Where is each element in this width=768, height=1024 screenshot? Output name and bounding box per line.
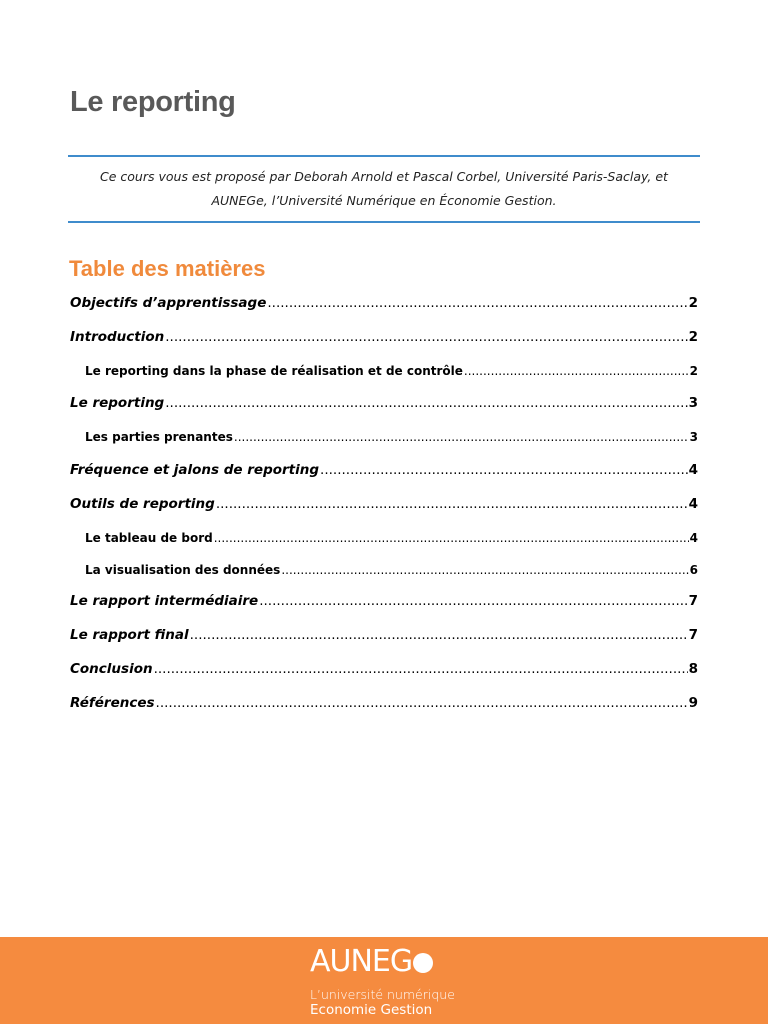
toc-entry-page: 6 <box>689 563 698 577</box>
toc-heading: Table des matières <box>69 256 266 281</box>
toc-entry-page: 3 <box>689 430 698 444</box>
toc-dot-leader <box>156 695 688 711</box>
aunege-logo <box>310 945 460 1021</box>
toc-entry-frequence[interactable] <box>70 462 698 484</box>
toc-entry-page: 7 <box>688 627 698 643</box>
logo-wordmark <box>310 945 433 979</box>
toc-entry-page: 4 <box>689 531 698 545</box>
toc-entry-label: Le tableau de bord <box>85 531 213 545</box>
toc-entry-page: 7 <box>688 593 698 609</box>
toc-dot-leader <box>320 462 688 478</box>
toc-entry-parties-prenantes[interactable] <box>70 430 698 452</box>
toc-dot-leader <box>464 364 689 378</box>
toc-entry-page: 8 <box>688 661 698 677</box>
toc-entry-label: Outils de reporting <box>70 496 215 512</box>
toc-entry-visualisation[interactable] <box>70 563 698 585</box>
toc-entry-tableau-de-bord[interactable] <box>70 531 698 553</box>
toc-entry-label: Le rapport intermédiaire <box>70 593 259 609</box>
toc-entry-le-reporting[interactable] <box>70 395 698 417</box>
toc-entry-conclusion[interactable] <box>70 661 698 683</box>
toc-dot-leader <box>216 496 688 512</box>
toc-entry-page: 2 <box>688 329 698 345</box>
toc-entry-label: La visualisation des données <box>85 563 281 577</box>
toc-dot-leader <box>165 395 687 411</box>
toc-entry-references[interactable] <box>70 695 698 717</box>
toc-entry-page: 4 <box>688 496 698 512</box>
toc-entry-page: 9 <box>688 695 698 711</box>
toc-entry-page: 2 <box>688 295 698 311</box>
toc-dot-leader <box>234 430 689 444</box>
toc-dot-leader <box>281 563 688 577</box>
toc-entry-label: Conclusion <box>70 661 153 677</box>
toc-dot-leader <box>259 593 687 609</box>
toc-entry-rapport-intermediaire[interactable] <box>70 593 698 615</box>
toc-entry-label: Références <box>70 695 155 711</box>
toc-entry-label: Objectifs d’apprentissage <box>70 295 267 311</box>
toc-dot-leader <box>267 295 687 311</box>
toc-entry-reporting-phase[interactable] <box>70 364 698 386</box>
course-credit-box <box>68 155 700 223</box>
logo-tagline-line1: L’université numérique <box>310 987 455 1002</box>
toc-entry-label: Le rapport final <box>70 627 189 643</box>
toc-entry-objectifs[interactable] <box>70 295 698 317</box>
toc-entry-page: 3 <box>688 395 698 411</box>
page-title: Le reporting <box>70 86 236 118</box>
toc-entry-label: Fréquence et jalons de reporting <box>70 462 320 478</box>
toc-dot-leader <box>154 661 688 677</box>
toc-entry-label: Le reporting dans la phase de réalisation et de contrôle <box>85 364 463 378</box>
toc-entry-rapport-final[interactable] <box>70 627 698 649</box>
course-credit-text: Ce cours vous est proposé par Deborah Arnold et Pascal Corbel, Université Paris-Saclay, et AUNEGe, l’Université Numérique en Économie Gestion. <box>100 169 668 208</box>
toc-entry-page: 4 <box>688 462 698 478</box>
toc-entry-label: Le reporting <box>70 395 165 411</box>
toc-dot-leader <box>165 329 687 345</box>
toc-dot-leader <box>214 531 689 545</box>
logo-tagline-line2: Economie Gestion <box>310 1002 433 1018</box>
toc-entry-introduction[interactable] <box>70 329 698 351</box>
toc-entry-page: 2 <box>689 364 698 378</box>
toc-dot-leader <box>190 627 688 643</box>
toc-entry-label: Introduction <box>70 329 165 345</box>
logo-wordmark-text: AUNEG <box>310 944 413 979</box>
toc-entry-label: Les parties prenantes <box>85 430 233 444</box>
toc-entry-outils[interactable] <box>70 496 698 518</box>
logo-e-circle-icon <box>413 953 433 973</box>
